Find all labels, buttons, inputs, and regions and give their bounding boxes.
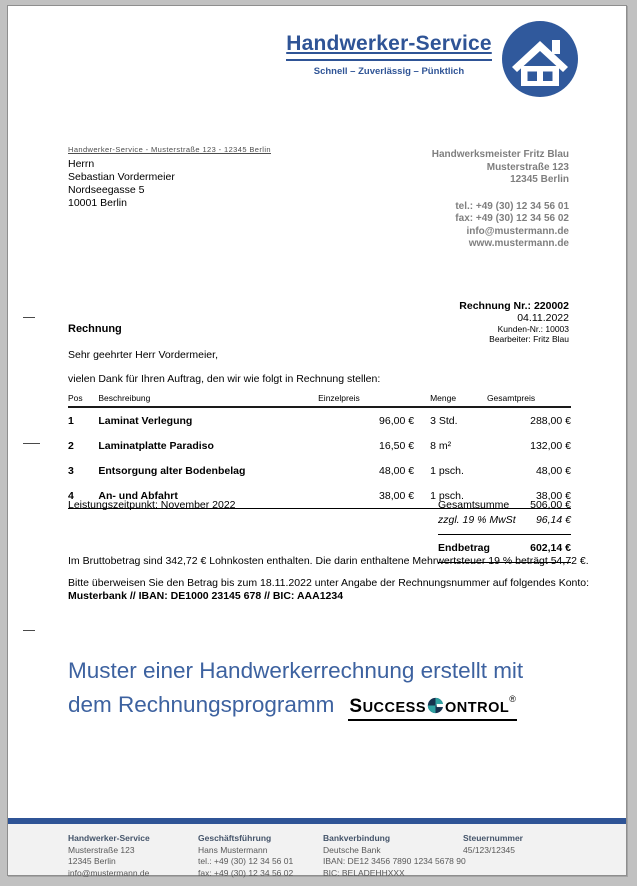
header-qty: Menge (414, 393, 487, 407)
footer-column-title: Bankverbindung (323, 833, 391, 843)
customer-number: Kunden-Nr.: 10003 (497, 324, 569, 334)
contact-city: 12345 Berlin (510, 174, 569, 185)
footer-tax-column (463, 833, 523, 856)
footer-line: Deutsche Bank (323, 844, 381, 855)
logo-ontrol: ONTROL (445, 700, 510, 716)
fold-mark (23, 317, 35, 318)
brand-block (284, 32, 494, 77)
footer-management-column (198, 833, 293, 879)
footer-line: BIC: BELADEHHXXX (323, 867, 405, 878)
promo-line-2-wrap (68, 688, 523, 722)
subtotal-row (438, 498, 571, 513)
header-total: Gesamtpreis (487, 393, 571, 407)
contact-fax: fax: +49 (30) 12 34 56 02 (455, 213, 569, 224)
contact-web: www.mustermann.de (468, 238, 569, 249)
item-qty: 1 psch. (430, 465, 464, 477)
total-label: Endbetrag (438, 542, 490, 554)
promo-text (68, 654, 523, 722)
item-qty: 3 Std. (430, 415, 458, 427)
gross-amount-note: Im Bruttobetrag sind 342,72 € Lohnkosten enthalten. Die darin enthaltene Mehrwertsteuer 19 % beträgt 54,72 €. (68, 555, 589, 567)
promo-line-2: dem Rechnungsprogramm (68, 692, 335, 717)
header-pos: Pos (68, 393, 98, 407)
invoice-date: 04.11.2022 (517, 312, 569, 324)
vat-value: 96,14 € (535, 514, 571, 526)
greeting-line: Sehr geehrter Herr Vordermeier, (68, 349, 218, 361)
table-row (68, 407, 571, 433)
sender-line: Handwerker-Service - Musterstraße 123 - 12345 Berlin (68, 145, 271, 154)
footer (8, 824, 626, 878)
clerk-name: Bearbeiter: Fritz Blau (489, 334, 569, 344)
spacer (432, 187, 569, 201)
item-unit: 48,00 € (379, 465, 415, 477)
bank-details-line: Musterbank // IBAN: DE1000 23145 678 // BIC: AAA1234 (68, 590, 344, 602)
vat-label: zzgl. 19 % MwSt (438, 514, 516, 526)
registered-trademark: ® (509, 694, 516, 704)
item-unit: 16,50 € (379, 440, 415, 452)
footer-line: IBAN: DE12 3456 7890 1234 5678 90 (323, 856, 466, 866)
invoice-number: Rechnung Nr.: 220002 (459, 300, 569, 312)
promo-line-1: Muster einer Handwerkerrechnung erstellt mit (68, 658, 524, 683)
item-pos: 1 (68, 415, 74, 427)
intro-line: vielen Dank für Ihren Auftrag, den wir wie folgt in Rechnung stellen: (68, 373, 381, 385)
item-total: 288,00 € (530, 415, 571, 427)
footer-line: Musterstraße 123 (68, 844, 135, 855)
recipient-city: 10001 Berlin (68, 197, 127, 209)
item-desc: Entsorgung alter Bodenbelag (98, 465, 246, 477)
vat-row (438, 513, 571, 528)
logo-letter-s: S (349, 696, 363, 717)
document-heading: Rechnung (68, 323, 122, 335)
item-total: 48,00 € (535, 465, 571, 477)
fold-mark (23, 630, 35, 631)
contact-name: Handwerksmeister Fritz Blau (431, 149, 569, 160)
footer-line: tel.: +49 (30) 12 34 56 01 (198, 856, 294, 866)
contact-tel: tel.: +49 (30) 12 34 56 01 (455, 200, 569, 212)
contact-email: info@mustermann.de (466, 225, 569, 237)
service-period: Leistungszeitpunkt: November 2022 (68, 499, 236, 511)
item-pos: 4 (68, 490, 74, 502)
payment-note (68, 577, 589, 603)
successcontrol-logo (348, 689, 516, 721)
item-desc: Laminat Verlegung (98, 415, 193, 427)
invoice-page (7, 5, 627, 876)
recipient-salutation: Herrn (68, 158, 95, 170)
header-unit: Einzelpreis (318, 393, 414, 407)
footer-line: fax: +49 (30) 12 34 56 02 (198, 867, 294, 878)
item-qty: 8 m² (430, 440, 452, 452)
recipient-address (68, 158, 175, 210)
footer-line: 12345 Berlin (68, 856, 116, 866)
footer-company-column (68, 833, 150, 879)
footer-column-title: Handwerker-Service (68, 833, 150, 843)
item-pos: 3 (68, 465, 74, 477)
item-qty: 1 psch. (430, 490, 464, 502)
item-desc: Laminatplatte Paradiso (98, 440, 214, 452)
table-row (68, 458, 571, 483)
recipient-name: Sebastian Vordermeier (68, 171, 175, 183)
house-logo-icon (500, 19, 580, 99)
item-unit: 96,00 € (379, 415, 415, 427)
recipient-street: Nordseegasse 5 (68, 184, 145, 196)
total-value: 602,14 € (530, 542, 571, 554)
company-title: Handwerker-Service (286, 32, 492, 61)
items-table (68, 393, 571, 509)
table-header-row (68, 393, 571, 407)
subtotal-label: Gesamtsumme (438, 499, 510, 511)
contact-street: Musterstraße 123 (486, 161, 569, 173)
totals-block (438, 498, 571, 563)
footer-column-title: Steuernummer (463, 833, 523, 843)
item-desc: An- und Abfahrt (98, 490, 178, 502)
header-desc: Beschreibung (98, 393, 318, 407)
contact-block (432, 149, 569, 251)
payment-instruction: Bitte überweisen Sie den Betrag bis zum 18.11.2022 unter Angabe der Rechnungsnummer auf folgendes Konto: (68, 577, 590, 589)
footer-line: 45/123/12345 (463, 844, 515, 855)
successcontrol-circle-icon (427, 697, 444, 717)
item-total: 38,00 € (535, 490, 571, 502)
subtotal-value: 506,00 € (530, 499, 571, 511)
fold-mark (23, 443, 40, 444)
invoice-meta (459, 300, 569, 344)
footer-bank-column (323, 833, 466, 879)
footer-column-title: Geschäftsführung (198, 833, 272, 843)
item-total: 132,00 € (530, 440, 571, 452)
item-unit: 38,00 € (379, 490, 415, 502)
company-tagline: Schnell – Zuverlässig – Pünktlich (313, 66, 465, 77)
table-row (68, 433, 571, 458)
footer-line: info@mustermann.de (68, 867, 150, 878)
footer-line: Hans Mustermann (198, 844, 268, 855)
item-pos: 2 (68, 440, 74, 452)
logo-uccess: UCCESS (362, 700, 426, 716)
